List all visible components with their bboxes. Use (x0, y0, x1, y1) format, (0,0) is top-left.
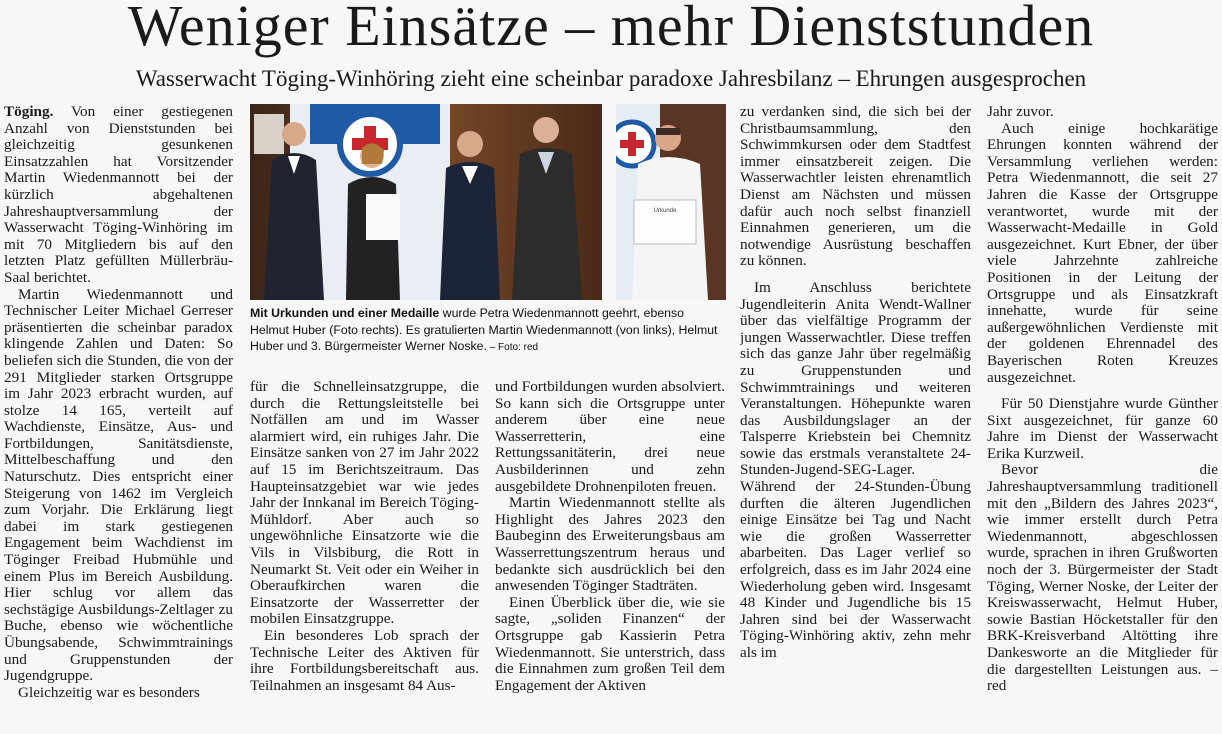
headline: Weniger Einsätze – mehr Dienststunden (127, 0, 1095, 58)
paragraph: Einen Überblick über die, wie sie sagte, „soliden Finanzen“ der Ortsgruppe gab Kassierin Petra Wiedenmannott. Sie unterstrich, dass die Einnahmen zum großen Teil dem Engagement der Aktiven (495, 593, 725, 694)
certificate-label: Urkunde (653, 208, 677, 214)
article-column-5 (987, 104, 1218, 734)
paragraph: für die Schnelleinsatzgruppe, die durch die Rettungsleitstelle bei Notfällen am und im Wasser alarmiert wird, ein ruhiges Jahr. Die Einsätze sanken von 27 im Jahr 2022 auf 15 im Berichtszeitraum. Das Haupteinsatzgebiet war wie jedes Jahr der Innkanal im Bereich Töging-Mühldorf. Aber auch so ungewöhnliche Einsatzorte wie die Vils in Vilsbiburg, die Rott in Neumarkt St. Veit oder ein Weiher in Oberaufkirchen waren die Einsatzorte der Wasserretter der mobilen Einsatzgruppe. (250, 379, 479, 628)
paragraph-text: Bevor die Jahreshauptversammlung traditionell mit den „Bildern des Jahres 2023“, wie immer erstellt durch Petra Wiedenmannott, abgeschlossen wurde, sprachen in ihren Grußworten noch der 3. Bürgermeister der Stadt Töging, Werner Noske, der Leiter der Kreiswasserwacht, Helmut Huber, sowie Bastian Höcketstaller für den BRK-Kreisverband Altötting ihre Dankesworte an die Mitglieder für die dargestellten Leistungen aus. (987, 461, 1218, 678)
paragraph: Ein besonderes Lob sprach der Technische Leiter des Aktiven für ihre Fortbildungsbereitschaft aus. Teilnahmen an insgesamt 84 Aus- (250, 626, 479, 694)
caption-lead: Mit Urkunden und einer Medaille (250, 306, 440, 320)
paragraph (987, 462, 1218, 694)
article-column-1 (4, 104, 233, 734)
photo-single-image (616, 104, 726, 300)
caption-text: wurde Petra Wiedenmannott geehrt, ebenso Helmut Huber (Foto rechts). Es gratulierten Martin Wiedenmannott (von links), Helmut Huber und 3. Bürgermeister Werner Noske. (250, 306, 718, 353)
paragraph-text: Von einer gestiegenen Anzahl von Dienststunden bei gleichzeitig gesunkenen Einsatzzahlen hat Vorsitzender Martin Wiedenmannott bei der kürzlich abgehaltenen Jahreshauptversammlung der Wasserwacht Töging-Winhöring im mit 70 Mitgliedern bis auf den letzten Platz gefüllten Müllerbräu-Saal berichtet. (4, 104, 233, 286)
paragraph: Gleichzeitig war es besonders (18, 683, 200, 701)
subheadline: Wasserwacht Töging-Winhöring zieht eine scheinbar paradoxe Jahresbilanz – Ehrungen ausgesprochen (135, 66, 1087, 91)
dateline: Töging. (4, 104, 54, 120)
photo-helmut-huber (616, 104, 726, 300)
paragraph: Für 50 Dienstjahre wurde Günther Sixt ausgezeichnet, für ganze 60 Jahre im Dienst der Wasserwacht Erika Kurzweil. (987, 395, 1218, 462)
article-column-2 (250, 379, 479, 734)
paragraph: Jahr zuvor. (987, 104, 1054, 120)
paragraph: Martin Wiedenmannott stellte als Highlight des Jahres 2023 den Baubeginn des Erweiterungsbaus am Wasserrettungszentrum heraus und bedankte sich ausdrücklich bei den anwesenden Töginger Stadträten. (495, 494, 725, 595)
paragraph (4, 104, 233, 287)
photo-group-honoring (250, 104, 602, 300)
photo-caption (250, 305, 726, 357)
article-column-4 (740, 104, 971, 734)
article-column-3 (495, 379, 725, 734)
photo-credit: – Foto: red (486, 342, 539, 353)
paragraph: und Fortbildungen wurden absolviert. So kann sich die Ortsgruppe unter anderem über eine neue Wasserretterin, eine Rettungssanitäterin, drei neue Ausbilderinnen und zehn ausgebildete Drohnenpiloten freuen. (495, 379, 725, 495)
paragraph: Im Anschluss berichtete Jugendleiterin Anita Wendt-Wallner über das vielfältige Programm der jungen Wasserwachtler. Diese treffen sich das ganze Jahr über regelmäßig zu Gruppenstunden und Schwimmtrainings und weiteren Veranstaltungen. Höhepunkte waren das Ausbildungslager an der Talsperre Kriebstein bei Chemnitz sowie das erstmals veranstaltete 24-Stunden-Jugend-SEG-Lager. Während der 24-Stunden-Übung durften die älteren Jugendlichen einige Einsätze bei Tag und Nacht wie die großen Wasserretter abarbeiten. Das Lager verlief so erfolgreich, dass es im Jahr 2024 eine Wiederholung geben wird. Insgesamt 48 Kinder und Jugendliche bis 15 Jahren sind bei der Wasserwacht Töging-Winhöring aktiv, zehn mehr als im (740, 278, 971, 661)
author-signature: – red (987, 660, 1218, 695)
photo-group-image (250, 104, 602, 300)
paragraph: Auch einige hochkarätige Ehrungen konnten während der Versammlung verliehen werden: Petra Wiedenmannott, die seit 27 Jahren die Kasse der Ortsgruppe verantwortet, wurde mit der Wasserwacht-Medaille in Gold ausgezeichnet. Kurt Ebner, der über viele Jahrzehnte zahlreiche Positionen in der Leitung der Ortsgruppe und als Einsatzkraft innehatte, wurde für seine außergewöhnlichen Verdienste mit der goldenen Ehrennadel des Bayerischen Roten Kreuzes ausgezeichnet. (987, 119, 1218, 386)
paragraph: Martin Wiedenmannott und Technischer Leiter Michael Gerreser präsentierten die scheinbar paradox klingende Zahlen und Daten: So beliefen sich die Stunden, die von der 291 Mitglieder starken Ortsgruppe im Jahr 2023 erbracht wurden, auf stolze 14 165, verteilt auf Wachdienste, Einsätze, Aus- und Fortbildungen, Sanitätsdienste, Mittelbeschaffung und den Naturschutz. Dies entspricht einer Steigerung von 1462 im Vergleich zum Vorjahr. Die Erklärung liegt dabei im stark gestiegenen Engagement beim Wachdienst im Töginger Freibad Hubmühle und einem Plus im Bereich Ausbildung. Hier schlug vor allem das sechstägige Ausbildungs-Zeltlager zu Buche, ebenso wie wöchentliche Übungsabende, Schwimmtrainings und Gruppenstunden der Jugendgruppe. (4, 285, 233, 685)
paragraph: zu verdanken sind, die sich bei der Christbaumsammlung, den Schwimmkursen oder dem Stadtfest immer einsatzbereit zeigen. Die Wasserwachtler leisten ehrenamtlich Dienst am Nächsten und müssen dafür auch noch selbst finanziell Einnahmen generieren, um die notwendige Ausrüstung beschaffen zu können. (740, 104, 971, 270)
